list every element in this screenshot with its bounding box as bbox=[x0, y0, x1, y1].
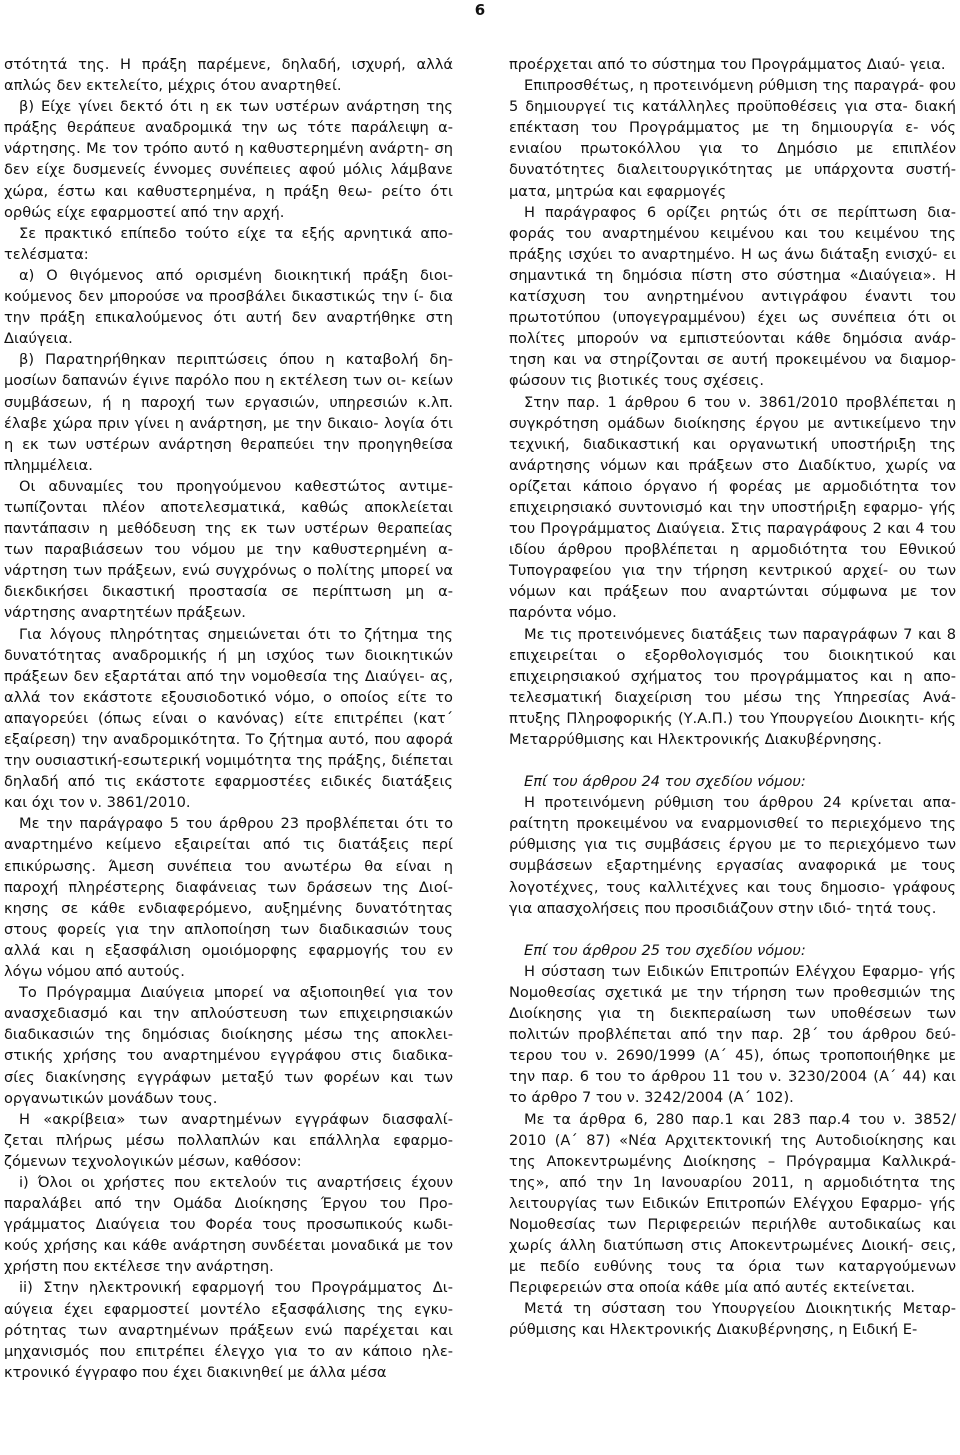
left-column-paragraph: Το Πρόγραμμα Διαύγεια μπορεί να αξιοποιηθεί για τον ανασχεδιασμό και την απλούστευση των επιχειρησιακών διαδικασιών της δημόσιας διοίκησης μέσω της αποκλει- στικής χρήσης του αναρτημένου εγγράφου στις διαδικα- σίες διακίνησης εγγράφων μεταξύ των φορέων και των οργανωτικών μονάδων τους. bbox=[4, 984, 453, 1107]
right-column-paragraph: Στην παρ. 1 άρθρου 6 του ν. 3861/2010 προβλέπεται η συγκρότηση ομάδων διοίκησης έργου με αντικείμενο την τεχνική, διαδικαστική και οργανωτική υποστήριξη της ανάρτησης νόμων και πράξεων στο Διαδίκτυο, χωρίς να ορίζεται κάποιο όργανο ή φορέας με αρμοδιότητα τον επιχειρησιακό συντονισμό και την υποστήριξη εφαρμο- γής του Προγράμματος Διαύγεια. Στις παραγράφους 2 και 4 του ιδίου άρθρου προβλέπεται η αρμοδιότητα του Εθνικού Τυπογραφείου για την τήρηση κεντρικού αρχεί- ου των νόμων και πράξεων που αναρτώνται σύμφωνα με τον παρόντα νόμο. bbox=[509, 393, 956, 622]
left-column-paragraph: Η «ακρίβεια» των αναρτημένων εγγράφων διασφαλί- ζεται πλήρως μέσω πολλαπλών και επάλληλα εφαρμο- ζόμενων τεχνολογικών μέσων, καθόσον: bbox=[4, 1110, 453, 1170]
right-column-heading: Επί του άρθρου 25 του σχεδίου νόμου: bbox=[524, 941, 806, 959]
left-column-paragraph: στότητά της. Η πράξη παρέμενε, δηλαδή, ισχυρή, αλλά απλώς δεν εκτελείτο, μέχρις ότου αναρτηθεί. bbox=[4, 56, 453, 95]
right-column-paragraph: Η προτεινόμενη ρύθμιση του άρθρου 24 κρίνεται απα- ραίτητη προκειμένου να εναρμονισθεί το περιεχόμενο της ρύθμισης για τις συμβάσεις έργου με το περιεχόμενο των συμβάσεων εξαρτημένης εργασίας αναφορικά με τους λογοτέχνες, τους καλλιτέχνες και τους δημοσιο- γράφους για απασχολήσεις που προσιδιάζουν στην ιδιό- τητά τους. bbox=[509, 794, 956, 917]
left-column-paragraph: β) Είχε γίνει δεκτό ότι η εκ των υστέρων ανάρτηση της πράξης θεράπευε αναδρομικά την ως τότε παράλειψη α- νάρτησης. Με τον τρόπο αυτό η καθυστερημένη ανάρτη- ση δεν είχε δυσμενείς έννομες συνέπειες αφού μόλις λάμβανε χώρα, έστω και καθυστερημένα, η πράξη θεω- ρείτο ότι ορθώς είχε εφαρμοστεί από την αρχή. bbox=[4, 98, 453, 221]
right-column-paragraph: Επιπροσθέτως, η προτεινόμενη ρύθμιση της παραγρά- φου 5 δημιουργεί τις κατάλληλες προϋποθέσεις για στα- διακή επέκταση του Προγράμματος με τη δημιουργία ε- νός ενιαίου πρωτοκόλλου για το Δημόσιο με επιπλέον δυνατότητες διαλειτουργικότητας με υπάρχοντα συστή- ματα, μητρώα και εφαρμογές bbox=[509, 77, 956, 200]
left-column-paragraph: Οι αδυναμίες του προηγούμενου καθεστώτος αντιμε- τωπίζονται πλέον αποτελεσματικά, καθώς αποκλείεται παντάπασιν η μεθόδευση της εκ των υστέρων θεραπείας των παραβιάσεων του νόμου με την καθυστερημένη α- νάρτηση των πράξεων, ενώ συγχρόνως ο πολίτης μπορεί να διεκδικήσει δικαστική προστασία σε περίπτωση μη α- νάρτησης αναρτητέων πράξεων. bbox=[4, 477, 453, 622]
left-column-paragraph: Σε πρακτικό επίπεδο τούτο είχε τα εξής αρνητικά απο- τελέσματα: bbox=[4, 224, 453, 263]
right-column-paragraph: Με τις προτεινόμενες διατάξεις των παραγράφων 7 και 8 επιχειρείται ο εξορθολογισμός του διοικητικού και επιχειρησιακού σχήματος του προγράμματος και η απο- τελεσματική διαχείριση του μέσω της Υπηρεσίας Ανά- πτυξης Πληροφορικής (Υ.Α.Π.) του Υπουργείου Διοικητι- κής Μεταρρύθμισης και Ηλεκτρονικής Διακυβέρνησης. bbox=[509, 625, 956, 748]
left-column-paragraph: Με την παράγραφο 5 του άρθρου 23 προβλέπεται ότι το αναρτημένο κείμενο εξαιρείται από τις διατάξεις περί επικύρωσης. Άμεση συνέπεια του ανωτέρω θα είναι η παροχή πληρέστερης διαφάνειας των δράσεων της Διοί- κησης σε κάθε ενδιαφερόμενο, αυξημένης δυνατότητας στους φορείς για την απλοποίηση των διαδικασιών τους αλλά και η εξασφάλιση ομοιόμορφης εφαρμογής του εν λόγω νόμου από αυτούς. bbox=[4, 815, 453, 981]
left-column-paragraph: α) Ο θιγόμενος από ορισμένη διοικητική πράξη διοι- κούμενος δεν μπορούσε να προσβάλει δικαστικώς την ί- δια την πράξη επικαλούμενος ότι αυτή δεν αναρτήθηκε στη Διαύγεια. bbox=[4, 266, 453, 348]
left-column-paragraph: i) Όλοι οι χρήστες που εκτελούν τις αναρτήσεις έχουν παραλάβει από την Ομάδα Διοίκησης Έργου του Προ- γράμματος Διαύγεια του Φορέα τους προσωπικούς κωδι- κούς χρήσης και κάθε ανάρτηση συνδέεται μοναδικά με τον χρήστη που εκτέλεσε την ανάρτηση. bbox=[4, 1173, 453, 1276]
right-column-paragraph: Η σύσταση των Ειδικών Επιτροπών Ελέγχου Εφαρμο- γής Νομοθεσίας σχετικά με την τήρηση των προθεσμιών της Διοίκησης για τη διεκπεραίωση των υποθέσεων των πολιτών προβλέπεται από την παρ. 2β΄ του άρθρου δεύ- τερου του ν. 2690/1999 (Α΄ 45), όπως τροποποιήθηκε με την παρ. 6 του το άρθρου 11 του ν. 3230/2004 (Α΄ 44) και το άρθρο 7 του ν. 3242/2004 (Α΄ 102). bbox=[509, 962, 956, 1107]
right-column-paragraph: Μετά τη σύσταση του Υπουργείου Διοικητικής Μεταρ- ρύθμισης και Ηλεκτρονικής Διακυβέρνησης, η Ειδική Ε- bbox=[509, 1300, 956, 1339]
right-column-paragraph: Με τα άρθρα 6, 280 παρ.1 και 283 παρ.4 του ν. 3852/ 2010 (Α΄ 87) «Νέα Αρχιτεκτονική της Αυτοδιοίκησης και της Αποκεντρωμένης Διοίκησης – Πρόγραμμα Καλλικρά- της», από την 1η Ιανουαρίου 2011, η αρμοδιότητα της λειτουργίας των Ειδικών Επιτροπών Ελέγχου Εφαρμο- γής Νομοθεσίας των Περιφερειών περιήλθε αυτοδικαίως και χωρίς άλλη διατύπωση στις Αποκεντρωμένες Διοική- σεις, με πεδίο ευθύνης τους τα όρια των καταργούμενων Περιφερειών στα οποία κάθε μία από αυτές εκτείνεται. bbox=[509, 1110, 956, 1297]
left-column-paragraph: Για λόγους πληρότητας σημειώνεται ότι το ζήτημα της δυνατότητας αναδρομικής ή μη ισχύος των διοικητικών πράξεων δεν εξαρτάται από την νομοθεσία της Διαύγει- ας, αλλά τον εκάστοτε εξουσιοδοτικό νόμο, ο οποίος είτε το απαγορεύει (όπως είναι ο κανόνας) είτε επιτρέπει (κατ΄ εξαίρεση) την αναδρομικότητα. Το ζήτημα αυτό, που αφορά την ουσιαστική-εσωτερική νομιμότητα της πράξης, διέπεται δηλαδή από τις εκάστοτε εφαρμοστέες ειδικές διατάξεις και όχι τον ν. 3861/2010. bbox=[4, 625, 453, 812]
right-column-heading: Επί του άρθρου 24 του σχεδίου νόμου: bbox=[524, 773, 806, 791]
left-column-paragraph: β) Παρατηρήθηκαν περιπτώσεις όπου η καταβολή δη- μοσίων δαπανών έγινε παρόλο που η εκτέλεση των οι- κείων συμβάσεων, ή η παροχή των εργασιών, υπηρεσιών κ.λπ. έλαβε χώρα πριν γίνει η ανάρτηση, με την δικαιο- λογία ότι η εκ των υστέρων ανάρτηση θεραπεύει την προηγηθείσα πλημμέλεια. bbox=[4, 351, 453, 474]
right-column-paragraph: Η παράγραφος 6 ορίζει ρητώς ότι σε περίπτωση δια- φοράς του αναρτημένου κειμένου και του κειμένου της πράξης ισχύει το αναρτημένο. Η ως άνω διάταξη ενισχύ- ει σημαντικά τη δημόσια πίστη στο σύστημα «Διαύγεια». Η κατίσχυση του ανηρτημένου αντιγράφου έναντι του πρωτοτύπου (υπογεγραμμένου) έχει ως συνέπεια ότι οι πολίτες μπορούν να εμπιστεύονται κάθε δημόσια ανάρ- τηση και να στηρίζονται σε αυτή προκειμένου να διαμορ- φώσουν τις βιοτικές τους σχέσεις. bbox=[509, 203, 956, 390]
left-column-paragraph: ii) Στην ηλεκτρονική εφαρμογή του Προγράμματος Δι- αύγεια έχει εφαρμοστεί μοντέλο εξασφάλισης της εγκυ- ρότητας των αναρτημένων πράξεων ενώ παρέχεται και μηχανισμός που επιτρέπει έλεγχο για το αν κάποιο ηλε- κτρονικό έγγραφο που έχει διακινηθεί με άλλα μέσα bbox=[4, 1279, 453, 1381]
right-column-paragraph: προέρχεται από το σύστημα του Προγράμματος Διαύ- γεια. bbox=[509, 56, 946, 73]
page-number: 6 bbox=[474, 1, 486, 19]
right-column bbox=[509, 54, 956, 1341]
left-column bbox=[4, 54, 453, 1383]
